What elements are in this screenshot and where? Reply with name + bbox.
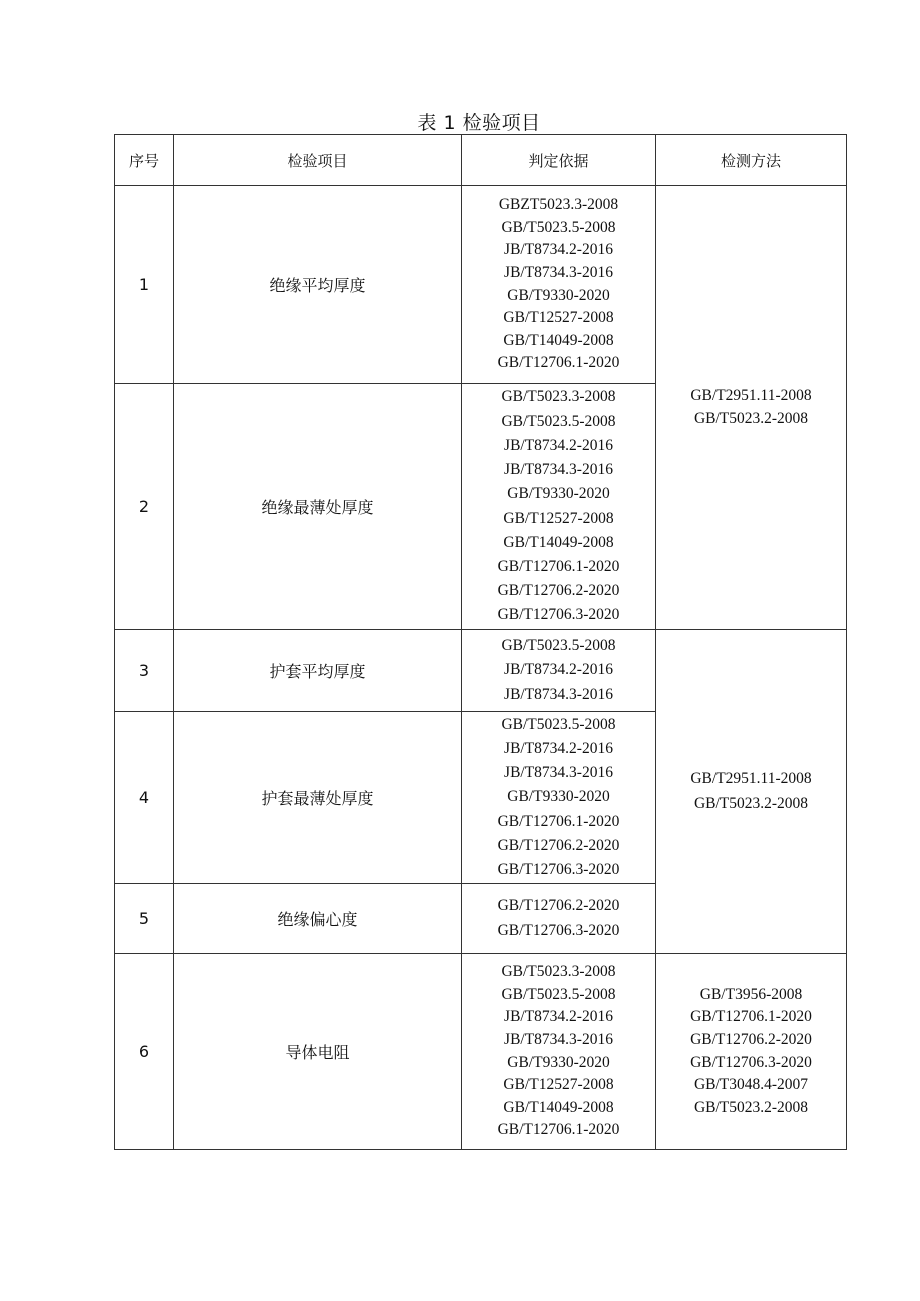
basis-cell — [462, 954, 656, 1150]
standard-code: GB/T5023.2-2008 — [693, 794, 809, 812]
standard-code: JB/T8734.3-2016 — [504, 461, 613, 479]
standard-code: JB/T8734.2-2016 — [504, 661, 613, 679]
seq-cell: 1 — [115, 186, 174, 384]
standard-code: GB/T12706.2-2020 — [497, 836, 620, 854]
header-method: 检测方法 — [656, 135, 847, 186]
standard-code: GB/T12706.1-2020 — [497, 812, 620, 830]
table-row — [115, 954, 847, 1150]
standard-code: GB/T14049-2008 — [503, 533, 614, 551]
standard-code: GB/T12706.1-2020 — [690, 1008, 812, 1026]
standard-code: GB/T5023.2-2008 — [693, 409, 809, 427]
standard-code: GB/T12527-2008 — [503, 309, 614, 327]
seq-cell: 6 — [115, 954, 174, 1150]
standard-code: GB/T5023.5-2008 — [501, 412, 616, 430]
header-seq: 序号 — [115, 135, 174, 186]
standard-code: GB/T12706.1-2020 — [497, 354, 620, 372]
standard-code: GB/T3956-2008 — [699, 985, 803, 1003]
header-item: 检验项目 — [174, 135, 462, 186]
inspection-table — [114, 134, 847, 1150]
item-cell: 绝缘最薄处厚度 — [174, 384, 462, 630]
header-row — [115, 135, 847, 186]
standard-code: GBZT5023.3-2008 — [498, 196, 619, 214]
standard-code: GB/T12706.2-2020 — [690, 1030, 812, 1048]
table-row — [115, 630, 847, 712]
standard-code: JB/T8734.3-2016 — [504, 685, 613, 703]
standard-code: JB/T8734.2-2016 — [504, 739, 613, 757]
standard-code: GB/T12706.1-2020 — [497, 1121, 620, 1139]
standard-code: GB/T5023.3-2008 — [501, 963, 616, 981]
standard-code: GB/T5023.5-2008 — [501, 985, 616, 1003]
standard-code: GB/T5023.5-2008 — [501, 218, 616, 236]
standard-code: GB/T9330-2020 — [507, 485, 610, 503]
standard-code: GB/T14049-2008 — [503, 331, 614, 349]
standard-code: GB/T12527-2008 — [503, 509, 614, 527]
seq-cell: 3 — [115, 630, 174, 712]
standard-code: GB/T12706.3-2020 — [497, 921, 620, 939]
basis-cell — [462, 384, 656, 630]
standard-code: GB/T14049-2008 — [503, 1098, 614, 1116]
standard-code: JB/T8734.2-2016 — [504, 241, 613, 259]
standard-code: GB/T9330-2020 — [507, 788, 610, 806]
standard-code: JB/T8734.3-2016 — [504, 1030, 613, 1048]
standard-code: GB/T5023.5-2008 — [501, 637, 616, 655]
seq-cell: 5 — [115, 884, 174, 954]
standard-code: GB/T12706.2-2020 — [497, 897, 620, 915]
standard-code: JB/T8734.3-2016 — [504, 764, 613, 782]
standard-code: GB/T12706.3-2020 — [497, 606, 620, 624]
standard-code: JB/T8734.2-2016 — [504, 436, 613, 454]
basis-cell — [462, 630, 656, 712]
standard-code: GB/T12706.2-2020 — [497, 582, 620, 600]
standard-code: JB/T8734.3-2016 — [504, 263, 613, 281]
item-cell: 导体电阻 — [174, 954, 462, 1150]
standard-code: GB/T3048.4-2007 — [693, 1076, 809, 1094]
standard-code: GB/T2951.11-2008 — [690, 386, 812, 404]
basis-cell — [462, 712, 656, 884]
standard-code: GB/T12706.3-2020 — [690, 1053, 812, 1071]
method-cell — [656, 630, 847, 954]
seq-cell: 4 — [115, 712, 174, 884]
table-row — [115, 186, 847, 384]
item-cell: 绝缘偏心度 — [174, 884, 462, 954]
item-cell: 护套最薄处厚度 — [174, 712, 462, 884]
standard-code: JB/T8734.2-2016 — [504, 1008, 613, 1026]
method-cell — [656, 186, 847, 630]
item-cell: 护套平均厚度 — [174, 630, 462, 712]
item-cell: 绝缘平均厚度 — [174, 186, 462, 384]
method-cell — [656, 954, 847, 1150]
standard-code: GB/T12706.1-2020 — [497, 557, 620, 575]
standard-code: GB/T12527-2008 — [503, 1076, 614, 1094]
standard-code: GB/T2951.11-2008 — [690, 770, 812, 788]
standard-code: GB/T9330-2020 — [507, 286, 610, 304]
seq-cell: 2 — [115, 384, 174, 630]
standard-code: GB/T5023.5-2008 — [501, 715, 616, 733]
table-title: 表 1 检验项目 — [417, 112, 541, 134]
basis-cell — [462, 884, 656, 954]
standard-code: GB/T9330-2020 — [507, 1053, 610, 1071]
header-basis: 判定依据 — [462, 135, 656, 186]
standard-code: GB/T5023.3-2008 — [501, 388, 616, 406]
basis-cell — [462, 186, 656, 384]
standard-code: GB/T12706.3-2020 — [497, 861, 620, 878]
standard-code: GB/T5023.2-2008 — [693, 1098, 809, 1116]
